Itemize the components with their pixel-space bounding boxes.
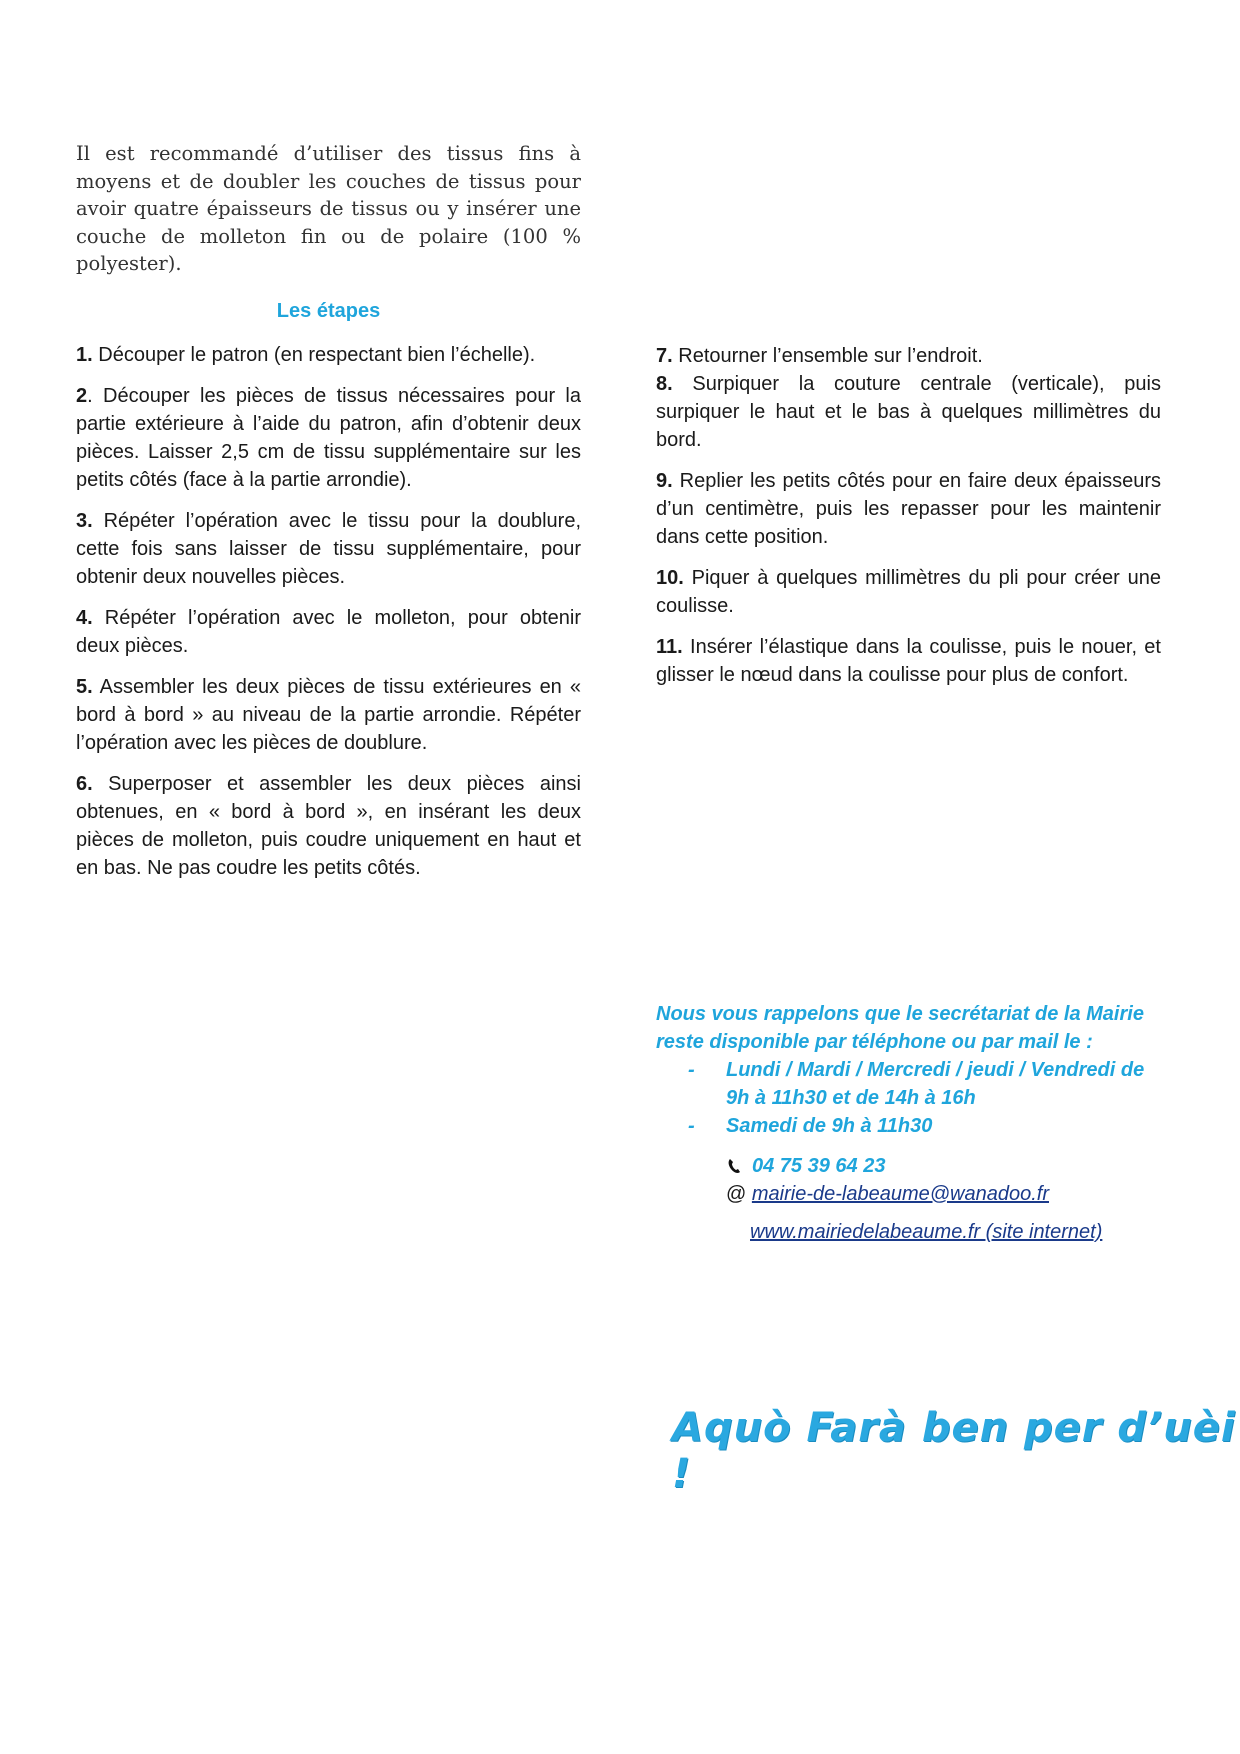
step-number: 3.: [76, 509, 93, 532]
step-8: [656, 370, 1161, 454]
list-dash: -: [688, 1059, 695, 1081]
step-number: 7.: [656, 345, 673, 367]
step-10: [656, 564, 1161, 620]
schedule-item-weekdays: [656, 1056, 1166, 1112]
step-number: 4.: [76, 606, 93, 629]
step-number: 10.: [656, 567, 684, 589]
schedule-text: Lundi / Mardi / Mercredi / jeudi / Vendredi de 9h à 11h30 et de 14h à 16h: [726, 1059, 1145, 1109]
step-2: [76, 382, 581, 494]
step-3: [76, 507, 581, 591]
steps-heading: Les étapes: [276, 299, 381, 322]
list-dash: -: [688, 1115, 695, 1137]
step-4: [76, 604, 581, 660]
phone-icon: [726, 1157, 744, 1175]
step-5: [76, 673, 581, 757]
step-7: [656, 342, 1161, 370]
email-row: [656, 1180, 1166, 1208]
schedule-item-saturday: [656, 1112, 1166, 1140]
slogan: Aquò Farà ben per d’uèi !: [672, 1405, 1236, 1497]
at-symbol: @: [726, 1183, 747, 1205]
step-number: 8.: [656, 373, 673, 395]
email-link[interactable]: mairie-de-labeaume@wanadoo.fr: [751, 1183, 1049, 1205]
step-number: 2: [76, 384, 88, 407]
step-text: Assembler les deux pièces de tissu extérieures en « bord à bord » au niveau de la partie arrondie. Répéter l’opération avec les pièces de doublure.: [76, 675, 581, 754]
step-text: Insérer l’élastique dans la coulisse, puis le nouer, et glisser le nœud dans la coulisse pour plus de confort.: [656, 636, 1161, 686]
schedule-text: Samedi de 9h à 11h30: [726, 1115, 933, 1137]
contact-intro: Nous vous rappelons que le secrétariat de la Mairie reste disponible par téléphone ou par mail le :: [656, 1003, 1144, 1053]
right-column: [656, 342, 1161, 702]
step-number: 6.: [76, 772, 93, 795]
contact-block: [656, 1000, 1166, 1246]
step-text: Superposer et assembler les deux pièces ainsi obtenues, en « bord à bord », en insérant les deux pièces de molleton, puis coudre uniquement en haut et en bas. Ne pas coudre les petits côtés.: [76, 772, 581, 879]
step-text: Surpiquer la couture centrale (verticale), puis surpiquer le haut et le bas à quelques millimètres du bord.: [656, 373, 1161, 451]
step-text: Replier les petits côtés pour en faire deux épaisseurs d’un centimètre, puis les repasser pour les maintenir dans cette position.: [656, 470, 1161, 548]
website-link[interactable]: www.mairiedelabeaume.fr (site internet): [750, 1221, 1103, 1243]
phone-number[interactable]: 04 75 39 64 23: [752, 1155, 886, 1177]
step-text: Piquer à quelques millimètres du pli pour créer une coulisse.: [656, 567, 1161, 617]
step-6: [76, 770, 581, 882]
step-text: Répéter l’opération avec le tissu pour la doublure, cette fois sans laisser de tissu supplémentaire, pour obtenir deux nouvelles pièces.: [76, 509, 581, 588]
step-9: [656, 467, 1161, 551]
step-number: 9.: [656, 470, 673, 492]
step-1: [76, 341, 581, 369]
step-number: 5.: [76, 675, 93, 698]
website-row: [656, 1218, 1166, 1246]
step-text: Répéter l’opération avec le molleton, pour obtenir deux pièces.: [76, 606, 581, 657]
step-11: [656, 633, 1161, 689]
intro-paragraph: Il est recommandé d’utiliser des tissus fins à moyens et de doubler les couches de tissus pour avoir quatre épaisseurs de tissus ou y insérer une couche de molleton fin ou de polaire (100 % polyester).: [76, 142, 581, 275]
phone-row: [656, 1152, 1166, 1180]
step-text: . Découper les pièces de tissus nécessaires pour la partie extérieure à l’aide du patron, afin d’obtenir deux pièces. Laisser 2,5 cm de tissu supplémentaire sur les petits côtés (face à la partie arrondie).: [76, 384, 581, 491]
left-column: [76, 140, 581, 895]
step-number: 11.: [656, 636, 683, 658]
schedule-list: [656, 1056, 1166, 1140]
step-text: Découper le patron (en respectant bien l’échelle).: [98, 343, 536, 366]
step-text: Retourner l’ensemble sur l’endroit.: [678, 345, 983, 367]
step-number: 1.: [76, 343, 93, 366]
